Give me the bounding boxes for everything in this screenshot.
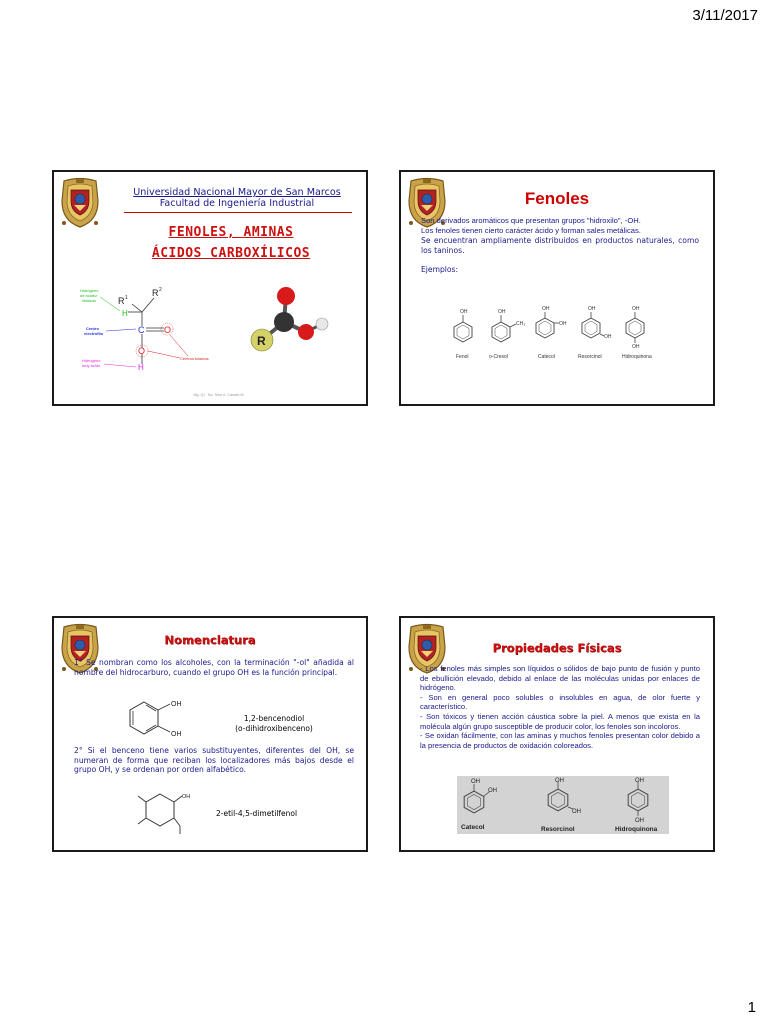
slide-title: Propiedades Físicas xyxy=(492,641,622,655)
iupac-name: 1,2-bencenodiol xyxy=(243,714,305,723)
label-hydrogen-alpha: Hidrógeno xyxy=(80,288,99,293)
slide-title: Fenoles xyxy=(524,189,590,208)
compound-label: Resorcinol xyxy=(541,826,575,833)
paragraph: - Los fenoles más simples son líquidos o sólidos de bajo punto de fusión y punto de ebullición elevado, debido al enlace de las moléculas unidas por enlaces de hidrógeno. xyxy=(420,664,700,693)
r2-group: R xyxy=(152,288,159,298)
svg-text:OH: OH xyxy=(632,306,640,312)
faculty-name: Facultad de Ingeniería Industrial xyxy=(159,198,315,209)
hydroxyl-oxygen: O xyxy=(138,346,146,356)
r1-superscript: 1 xyxy=(125,295,128,301)
carbonyl-reactivity-diagram xyxy=(76,278,246,378)
svg-text:OH: OH xyxy=(460,309,468,315)
r1-group: R xyxy=(118,296,125,306)
university-name: Universidad Nacional Mayor de San Marcos xyxy=(133,187,341,198)
compound-label: Hidroquinona xyxy=(615,826,658,833)
slide-title: Nomenclatura xyxy=(164,633,256,647)
slide-nomenclatura xyxy=(52,616,368,852)
compound-label: Catecol xyxy=(461,824,485,831)
university-header xyxy=(122,187,352,209)
svg-text:OH: OH xyxy=(635,778,644,784)
resorcinol-structure xyxy=(582,306,612,340)
svg-text:OH: OH xyxy=(572,809,581,815)
title-line-2: ÁCIDOS CARBOXÍLICOS xyxy=(151,246,311,261)
hidroquinona-structure xyxy=(628,778,648,824)
catecol-structure xyxy=(464,779,497,813)
carbonyl-oxygen: O xyxy=(164,325,172,335)
r-group-ball: R xyxy=(257,334,266,348)
compound-name-2: 2-etil-4,5-dimetilfenol xyxy=(216,809,298,818)
svg-text:OH: OH xyxy=(471,779,480,785)
compound-label: Hidroquinona xyxy=(622,354,652,360)
svg-text:CH₃: CH₃ xyxy=(516,321,526,327)
slide-title xyxy=(52,170,368,406)
paragraph: - Son en general poco solubles o insolubles en agua, de olor fuerte y característico. xyxy=(420,692,700,712)
compound-name-1 xyxy=(214,714,334,734)
svg-text:OH: OH xyxy=(182,794,191,800)
compound-label: Resorcinol xyxy=(578,354,602,360)
svg-text:OH: OH xyxy=(498,309,506,315)
title-line-1: FENOLES, AMINAS xyxy=(168,225,294,240)
paragraph: Son derivados aromáticos que presentan grupos "hidroxilo", -OH. xyxy=(421,216,641,225)
fenol-structure xyxy=(454,309,472,342)
slide-body xyxy=(421,216,699,275)
rule-1-text: 1° Se nombran como los alcoholes, con la terminación "-ol" añadida al nombre del hidrocarburo, cuando el grupo OH es la función principal. xyxy=(74,658,354,677)
r2-superscript: 2 xyxy=(159,287,162,293)
compound-label: o-Cresol xyxy=(489,354,508,360)
header-divider xyxy=(124,212,352,213)
compound-label: Fenol xyxy=(456,354,469,360)
paragraph: Ejemplos: xyxy=(421,265,459,275)
label-electrophilic-center: Centro xyxy=(86,326,99,331)
compounds-panel xyxy=(457,776,669,834)
paragraph: - Son tóxicos y tienen acción cáustica sobre la piel. A menos que exista en la molécula algún grupo susceptible de producir color, los fenoles son incoloros. xyxy=(420,711,700,731)
page-number: 1 xyxy=(747,999,756,1016)
o-cresol-structure xyxy=(492,309,525,342)
svg-text:OH: OH xyxy=(542,306,550,312)
label-basic-centers: Centros básicos xyxy=(180,356,209,361)
catecol-structure xyxy=(536,306,567,338)
label-hydrogen-alpha-3: limitada xyxy=(82,298,96,303)
slide-footer: Mg. Q.I. Tec. Sitor A. Casalín M. xyxy=(193,393,245,397)
slide-main-title xyxy=(106,222,356,264)
label-acidic-hydrogen: Hidrógeno xyxy=(82,358,101,363)
svg-text:OH: OH xyxy=(604,334,612,340)
catechol-structure xyxy=(124,696,194,746)
phenol-examples xyxy=(449,305,679,361)
h-alpha: H xyxy=(122,309,128,318)
hidroquinona-structure xyxy=(626,306,644,350)
compound-label: Catecol xyxy=(538,354,555,360)
slide-fenoles xyxy=(399,170,715,406)
label-electrophilic-center-2: electrófilo xyxy=(84,331,104,336)
resorcinol-structure xyxy=(548,778,581,815)
ethyl-dimethylphenol-structure xyxy=(130,788,210,838)
h-acidic: H xyxy=(138,363,144,372)
university-seal-icon xyxy=(58,177,102,229)
svg-text:OH: OH xyxy=(559,321,567,327)
carbonyl-molecule-model-icon xyxy=(244,284,334,362)
rule-2-text: 2° Si el benceno tiene varios substituyentes, diferentes del OH, se numeran de forma que reciban los localizadores más bajos desde el grupo OH, y se ordenan por orden alfabético. xyxy=(74,746,354,775)
svg-text:OH: OH xyxy=(635,818,644,824)
label-hydrogen-alpha-2: de acidez xyxy=(80,293,98,298)
paragraph: - Se oxidan fácilmente, con las aminas y muchos fenoles presentan color debido a la presencia de productos de oxidación coloreados. xyxy=(420,731,700,750)
paragraph: Los fenoles tienen cierto carácter ácido y forman sales metálicas. xyxy=(421,225,641,235)
phenol-structures xyxy=(457,776,669,834)
svg-text:OH: OH xyxy=(171,731,182,738)
slide-propiedades xyxy=(399,616,715,852)
svg-text:OH: OH xyxy=(555,778,564,784)
paragraph: Se encuentran ampliamente distribuidos en productos naturales, como los taninos. xyxy=(421,236,699,255)
alternate-name: (o-dihidroxibenceno) xyxy=(235,724,313,733)
document-date: 3/11/2017 xyxy=(692,7,758,24)
svg-text:OH: OH xyxy=(488,788,497,794)
svg-text:OH: OH xyxy=(588,306,596,312)
slide-body xyxy=(420,664,700,750)
label-acidic-hydrogen-2: muy ácido xyxy=(82,363,101,368)
svg-text:OH: OH xyxy=(632,344,640,350)
svg-text:OH: OH xyxy=(171,701,182,708)
carbonyl-carbon: C xyxy=(138,325,145,335)
